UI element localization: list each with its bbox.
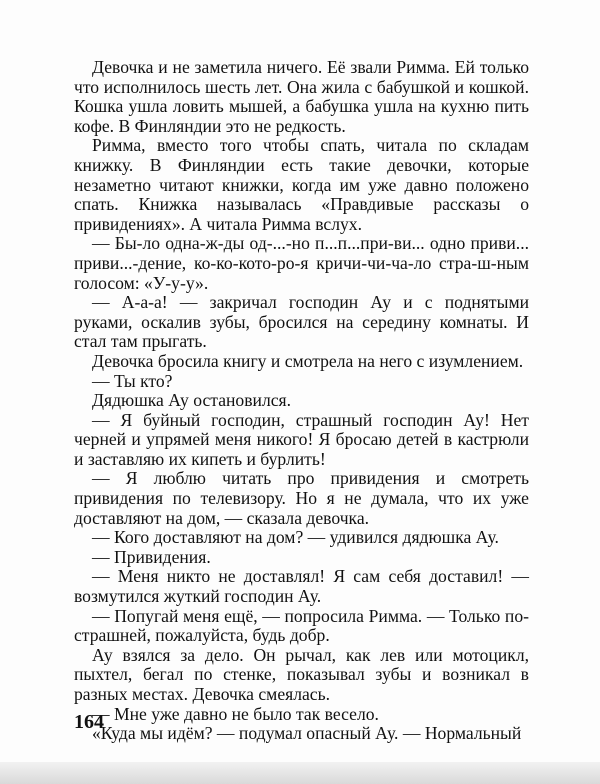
page-text xyxy=(74,58,529,744)
paragraph-16: «Куда мы идём? — подумал опасный Ау. — Нормальный xyxy=(92,723,522,744)
paragraph-7: Дядюшка Ау остановился. xyxy=(92,390,292,411)
paragraph-6: — Ты кто? xyxy=(92,370,173,391)
paragraph-4: — А-а-а! — закричал господин Ау и с поднятыми руками, оскалив зубы, бросился на середину комнаты. И стал там прыгать. xyxy=(74,292,529,352)
paragraph-5: Девочка бросила книгу и смотрела на него с изумлением. xyxy=(92,350,524,371)
paragraph-12: — Меня никто не доставлял! Я сам себя доставил! — возмутился жуткий господин Ау. xyxy=(74,566,529,607)
paragraph-13: — Попугай меня ещё, — попросила Римма. — Только пострашней, пожалуйста, будь добр. xyxy=(74,605,529,646)
paragraph-15: — Мне уже давно не было так весело. xyxy=(92,703,379,724)
paragraph-10: — Кого доставляют на дом? — удивился дядюшка Ау. xyxy=(92,527,499,548)
paragraph-14: Ау взялся за дело. Он рычал, как лев или мотоцикл, пыхтел, бегал по стенке, показывал зубы и возникал в разных местах. Девочка смеялась. xyxy=(74,644,529,704)
page-number: 164 xyxy=(74,711,104,733)
paragraph-2: Римма, вместо того чтобы спать, читала по складам книжку. В Финляндии есть такие девочки, которые незаметно читают книжки, когда им уже давно положено спать. Книжка называлась «Правдивые рассказы о привидениях». А читала Римма вслух. xyxy=(74,135,529,234)
paragraph-3: — Бы-ло одна-ж-ды од-...-но п...п...при-ви... одно приви... приви...-дение, ко-ко-кото-ро-я кричи-чи-ча-ло стра-ш-ным голосом: «У-у-у». xyxy=(74,233,529,293)
paragraph-1: Девочка и не заметила ничего. Её звали Римма. Ей только что исполнилось шесть лет. Она жила с бабушкой и кошкой. Кошка ушла ловить мышей, а бабушка ушла на кухню пить кофе. В Финляндии это не редкость. xyxy=(74,57,529,136)
paragraph-9: — Я люблю читать про привидения и смотреть привидения по телевизору. Но я не думала, что их уже доставляют на дом, — сказала девочка. xyxy=(74,468,529,528)
paragraph-11: — Привидения. xyxy=(92,546,211,567)
page-bottom-edge xyxy=(0,762,600,784)
paragraph-8: — Я буйный господин, страшный господин Ау! Нет черней и упрямей меня никого! Я бросаю детей в кастрюли и заставляю их кипеть и бурлить! xyxy=(74,409,529,469)
